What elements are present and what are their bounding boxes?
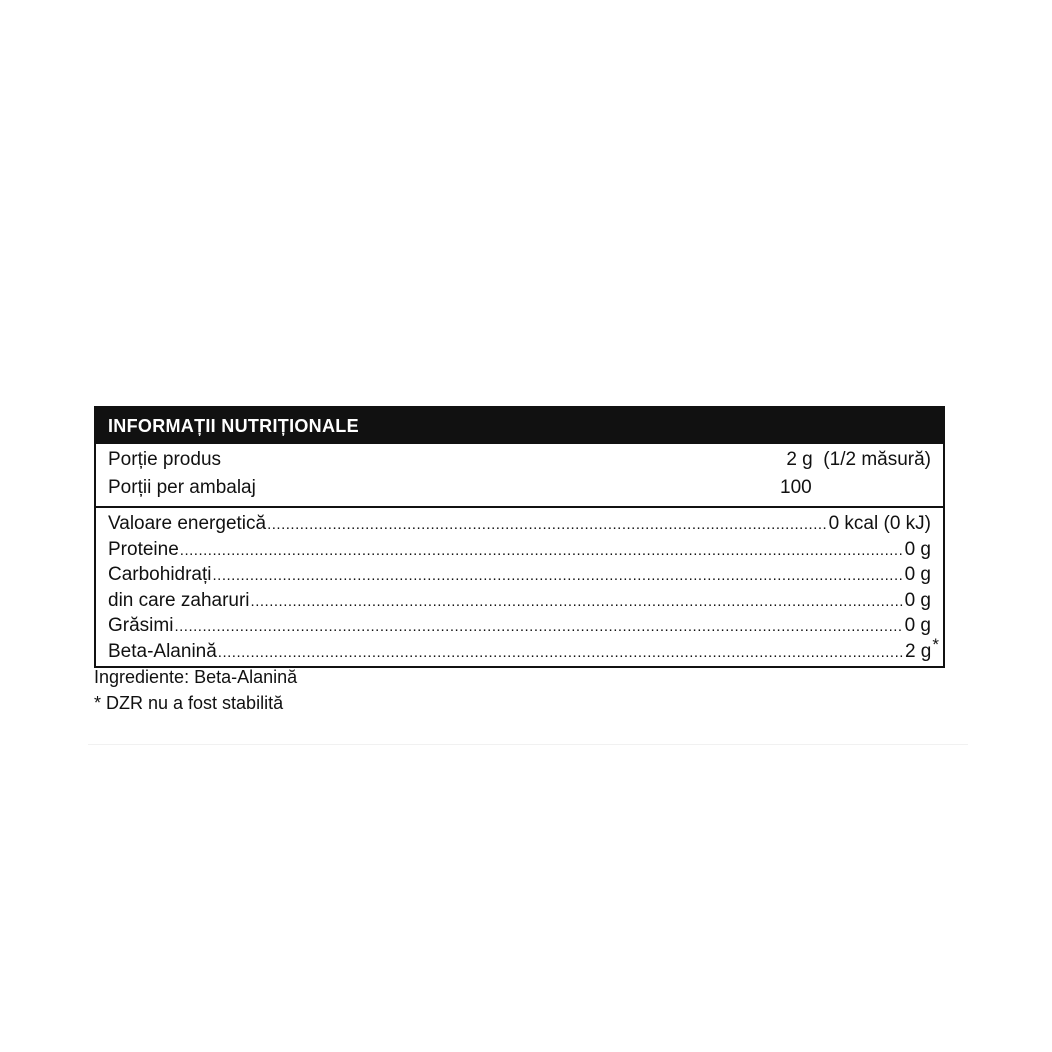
nutrient-name: Carbohidrați xyxy=(108,564,212,585)
nutrient-value: 0 g xyxy=(904,564,931,585)
dot-leader xyxy=(267,512,827,538)
dot-leader xyxy=(180,538,904,564)
serving-size-row xyxy=(108,446,931,474)
serving-info xyxy=(96,444,943,508)
nutrient-value: 2 g xyxy=(904,640,932,662)
nutrient-value: 0 g xyxy=(904,589,931,611)
nutrient-row-sugars xyxy=(108,588,931,614)
nutrient-list xyxy=(96,508,943,666)
nutrient-name: din care zaharuri xyxy=(108,589,250,611)
serving-size-value: 2 g (1/2 măsură) xyxy=(786,449,931,470)
divider xyxy=(88,744,968,745)
servings-per-container-row xyxy=(108,474,931,502)
dot-leader xyxy=(174,614,903,640)
nutrient-value: 0 g xyxy=(904,538,931,560)
nutrient-value: 0 g xyxy=(904,615,931,636)
servings-per-container-value: 100 xyxy=(780,477,812,498)
nutrient-row-protein xyxy=(108,537,931,563)
nutrient-name: Beta-Alanină xyxy=(108,640,217,662)
nutrient-value: 0 kcal (0 kJ) xyxy=(828,513,931,534)
footnote-marker: * xyxy=(932,634,939,654)
nutrient-row-carbohydrates xyxy=(108,562,931,588)
footnote-text: * DZR nu a fost stabilită xyxy=(94,693,284,713)
dot-leader xyxy=(218,640,904,666)
nutrient-row-beta-alanine xyxy=(108,634,939,665)
serving-size-label: Porție produs xyxy=(108,449,222,470)
nutrient-name: Grăsimi xyxy=(108,615,174,636)
nutrient-row-energy xyxy=(108,511,931,537)
nutrient-name: Valoare energetică xyxy=(108,513,267,534)
dot-leader xyxy=(213,563,904,589)
panel-title: INFORMAȚII NUTRIȚIONALE xyxy=(96,408,943,444)
nutrient-name: Proteine xyxy=(108,538,179,560)
ingredients-text: Ingrediente: Beta-Alanină xyxy=(94,667,298,687)
nutrition-facts-panel xyxy=(94,406,945,668)
dot-leader xyxy=(251,589,904,615)
servings-per-container-label: Porții per ambalaj xyxy=(108,477,256,498)
label-notes xyxy=(94,664,297,716)
nutrient-row-fat xyxy=(108,613,931,639)
